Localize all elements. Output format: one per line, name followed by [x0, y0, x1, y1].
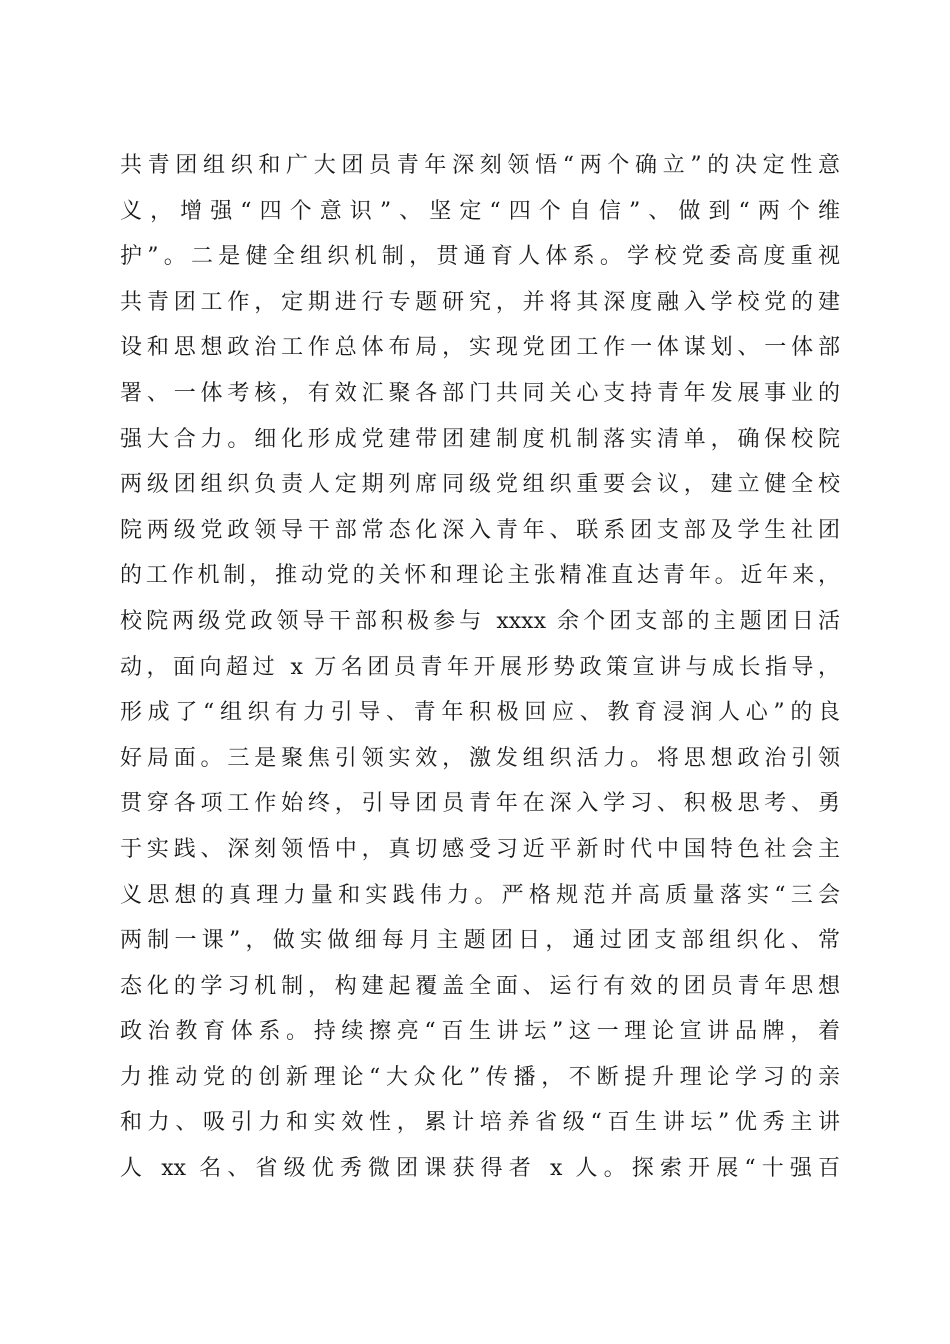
text-line: 于实践、深刻领悟中，真切感受习近平新时代中国特色社会主 [120, 836, 840, 862]
text-line: 和力、吸引力和实效性，累计培养省级“百生讲坛”优秀主讲 [120, 1110, 840, 1136]
text-line: 态化的学习机制，构建起覆盖全面、运行有效的团员青年思想 [120, 973, 840, 999]
text-line: 人 xx 名、省级优秀微团课获得者 x 人。探索开展“十强百 [120, 1156, 840, 1182]
body-text [120, 143, 840, 1192]
text-line: 义思想的真理力量和实践伟力。严格规范并高质量落实“三会 [120, 882, 840, 908]
text-line: 义，增强“四个意识”、坚定“四个自信”、做到“两个维 [120, 198, 840, 224]
text-line: 好局面。三是聚焦引领实效，激发组织活力。将思想政治引领 [120, 745, 840, 771]
text-line: 两级团组织负责人定期列席同级党组织重要会议，建立健全校 [120, 472, 840, 498]
text-line: 校院两级党政领导干部积极参与 xxxx 余个团支部的主题团日活 [120, 608, 840, 634]
text-line: 政治教育体系。持续擦亮“百生讲坛”这一理论宣讲品牌，着 [120, 1019, 840, 1045]
text-line: 院两级党政领导干部常态化深入青年、联系团支部及学生社团 [120, 517, 840, 543]
text-line: 强大合力。细化形成党建带团建制度机制落实清单，确保校院 [120, 426, 840, 452]
text-line: 动，面向超过 x 万名团员青年开展形势政策宣讲与成长指导， [120, 654, 840, 680]
text-line: 两制一课”，做实做细每月主题团日，通过团支部组织化、常 [120, 928, 840, 954]
text-line: 的工作机制，推动党的关怀和理论主张精准直达青年。近年来， [120, 563, 840, 589]
text-line: 共青团工作，定期进行专题研究，并将其深度融入学校党的建 [120, 289, 840, 315]
text-line: 形成了“组织有力引导、青年积极回应、教育浸润人心”的良 [120, 700, 840, 726]
text-line: 力推动党的创新理论“大众化”传播，不断提升理论学习的亲 [120, 1064, 840, 1090]
text-line: 共青团组织和广大团员青年深刻领悟“两个确立”的决定性意 [120, 153, 840, 178]
text-line: 护”。二是健全组织机制，贯通育人体系。学校党委高度重视 [120, 244, 840, 270]
text-line: 设和思想政治工作总体布局，实现党团工作一体谋划、一体部 [120, 335, 840, 361]
text-line: 署、一体考核，有效汇聚各部门共同关心支持青年发展事业的 [120, 380, 840, 406]
text-line: 贯穿各项工作始终，引导团员青年在深入学习、积极思考、勇 [120, 791, 840, 817]
